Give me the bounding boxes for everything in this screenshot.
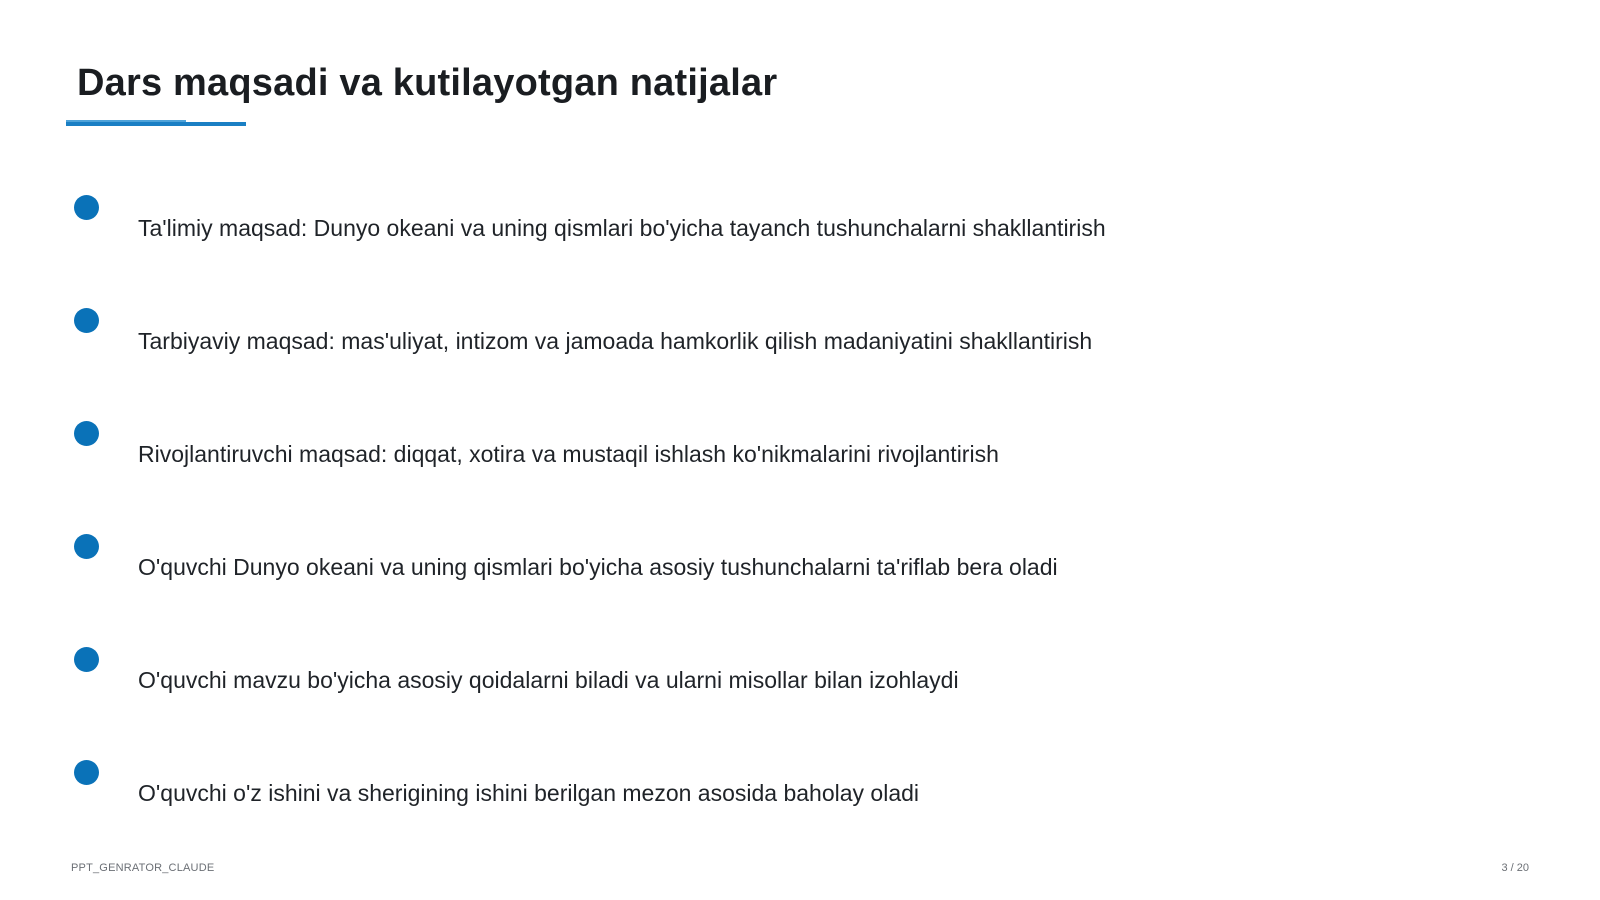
title-underline bbox=[66, 122, 246, 126]
bullet-item bbox=[0, 195, 1600, 255]
bullet-item bbox=[0, 534, 1600, 594]
bullet-dot-icon bbox=[74, 308, 99, 333]
bullet-item bbox=[0, 760, 1600, 820]
bullet-dot-icon bbox=[74, 195, 99, 220]
bullet-text: O'quvchi o'z ishini va sherigining ishini berilgan mezon asosida baholay oladi bbox=[138, 780, 920, 806]
bullet-item bbox=[0, 421, 1600, 481]
bullet-dot-icon bbox=[74, 760, 99, 785]
bullet-text: O'quvchi mavzu bo'yicha asosiy qoidalarni biladi va ularni misollar bilan izohlaydi bbox=[138, 667, 959, 693]
bullet-text: O'quvchi Dunyo okeani va uning qismlari bo'yicha asosiy tushunchalarni ta'riflab bera oladi bbox=[138, 554, 1058, 580]
bullet-dot-icon bbox=[74, 534, 99, 559]
bullet-dot-icon bbox=[74, 421, 99, 446]
slide-title: Dars maqsadi va kutilayotgan natijalar bbox=[77, 62, 778, 104]
bullet-dot-icon bbox=[74, 647, 99, 672]
bullet-text: Tarbiyaviy maqsad: mas'uliyat, intizom va jamoada hamkorlik qilish madaniyatini shakllantirish bbox=[138, 328, 1093, 354]
bullet-text: Rivojlantiruvchi maqsad: diqqat, xotira va mustaqil ishlash ko'nikmalarini rivojlantirish bbox=[138, 441, 999, 467]
footer-source-label: PPT_GENRATOR_CLAUDE bbox=[71, 862, 215, 874]
bullet-item bbox=[0, 308, 1600, 368]
page-indicator: 3 / 20 bbox=[1501, 862, 1529, 874]
bullet-text: Ta'limiy maqsad: Dunyo okeani va uning qismlari bo'yicha tayanch tushunchalarni shakllantirish bbox=[138, 215, 1106, 241]
bullet-item bbox=[0, 647, 1600, 707]
